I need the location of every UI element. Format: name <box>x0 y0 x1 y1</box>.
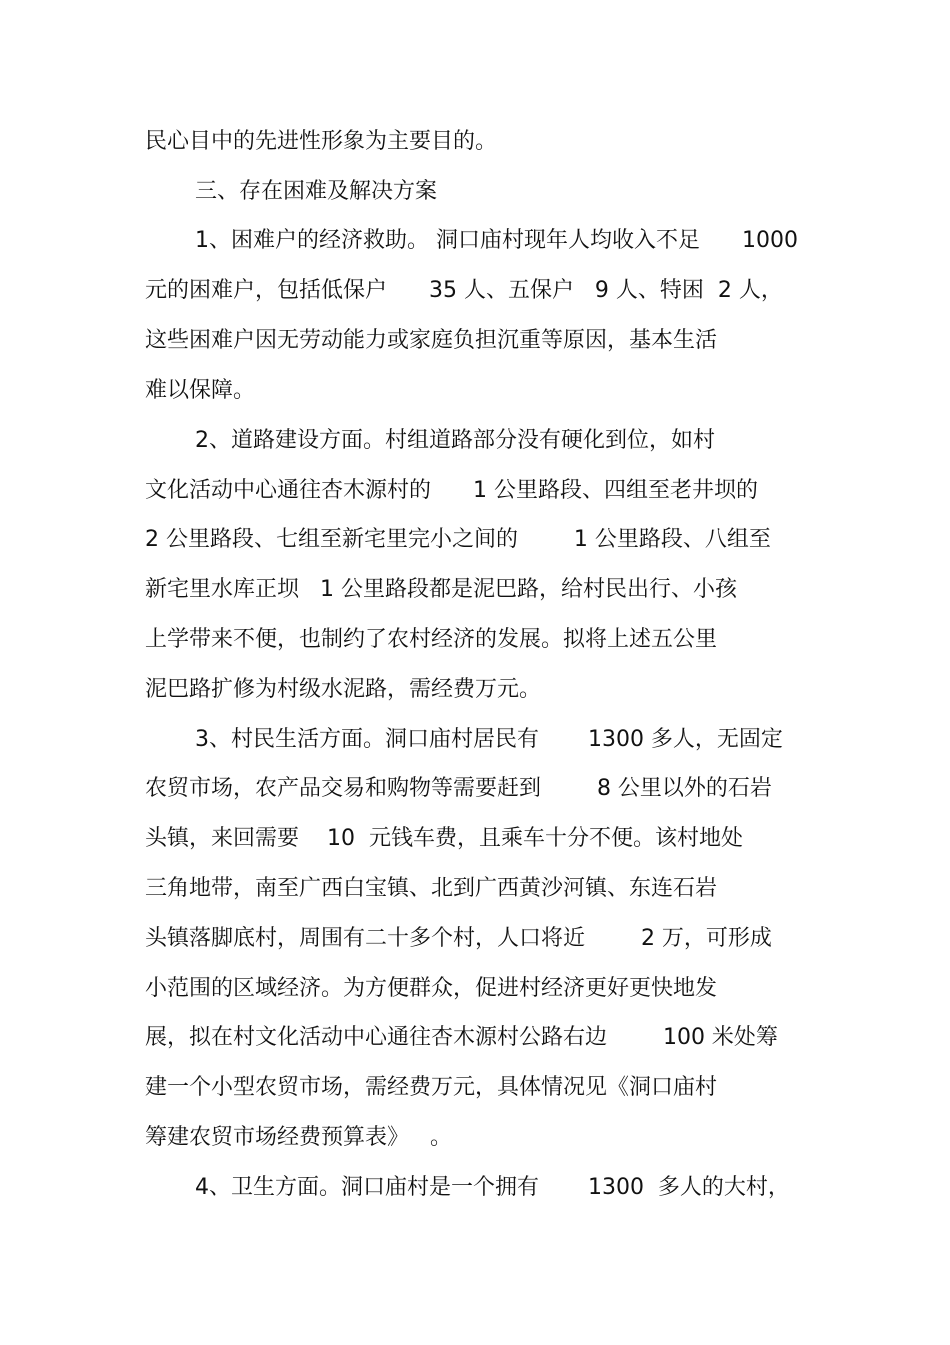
text-line-11: 上学带来不便，也制约了农村经济的发展。拟将上述五公里 <box>145 627 718 652</box>
text-line-6: 难以保障。 <box>145 378 256 403</box>
text-line-1: 民心目中的先进性形象为主要目的。 <box>145 129 498 154</box>
text-line-22: 4、卫生方面。洞口庙村是一个拥有 1300 多人的大村， <box>195 1175 790 1200</box>
text-line-7: 2、道路建设方面。村组道路部分没有硬化到位，如村 <box>195 428 715 453</box>
text-line-20: 建一个小型农贸市场，需经费万元，具体情况见《洞口庙村 <box>145 1075 718 1100</box>
section-heading: 三、存在困难及解决方案 <box>195 179 438 204</box>
text-line-13: 3、村民生活方面。洞口庙村居民有 1300 多人，无固定 <box>195 727 783 752</box>
text-line-19: 展，拟在村文化活动中心通往杏木源村公路右边 100 米处筹 <box>145 1025 778 1050</box>
text-line-4: 元的困难户，包括低保户 35 人、五保户 9 人、特困 2 人， <box>145 278 783 303</box>
text-line-16: 三角地带，南至广西白宝镇、北到广西黄沙河镇、东连石岩 <box>145 876 718 901</box>
text-line-15: 头镇，来回需要 10 元钱车费，且乘车十分不便。该村地处 <box>145 826 743 851</box>
text-line-21: 筹建农贸市场经费预算表》 。 <box>145 1125 452 1150</box>
text-line-14: 农贸市场，农产品交易和购物等需要赶到 8 公里以外的石岩 <box>145 776 772 801</box>
text-line-3: 1、困难户的经济救助。 洞口庙村现年人均收入不足 1000 <box>195 228 798 253</box>
text-line-9: 2 公里路段、七组至新宅里完小之间的 1 公里路段、八组至 <box>145 527 771 552</box>
text-line-5: 这些困难户因无劳动能力或家庭负担沉重等原因，基本生活 <box>145 328 718 353</box>
text-line-17: 头镇落脚底村，周围有二十多个村，人口将近 2 万，可形成 <box>145 926 772 951</box>
text-line-18: 小范围的区域经济。为方便群众，促进村经济更好更快地发 <box>145 976 718 1001</box>
text-line-12: 泥巴路扩修为村级水泥路，需经费万元。 <box>145 677 542 702</box>
text-line-10: 新宅里水库正坝 1 公里路段都是泥巴路，给村民出行、小孩 <box>145 577 737 602</box>
text-line-8: 文化活动中心通往杏木源村的 1 公里路段、四组至老井坝的 <box>145 478 758 503</box>
